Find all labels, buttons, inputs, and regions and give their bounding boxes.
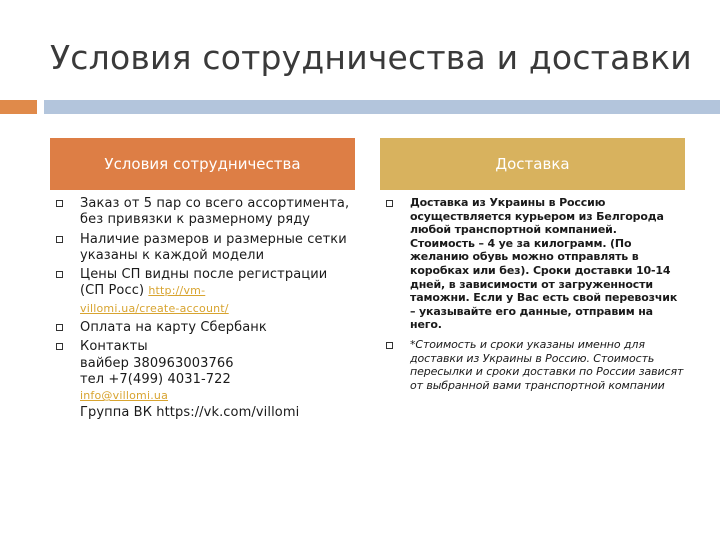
accent-block xyxy=(0,100,37,114)
cooperation-list xyxy=(54,196,354,421)
delivery-column xyxy=(384,196,684,398)
item-text: Цены СП видны после регистрации (СП Росс) xyxy=(80,267,328,299)
cooperation-header xyxy=(50,138,355,190)
list-item xyxy=(384,338,684,392)
viber-number: вайбер 380963003766 xyxy=(80,355,234,371)
square-bullet-icon xyxy=(56,324,63,331)
square-bullet-icon xyxy=(386,200,393,207)
item-text: Наличие размеров и размерные сетки указаны к каждой модели xyxy=(80,231,347,263)
delivery-note-text: *Стоимость и сроки указаны именно для доставки из Украины в Россию. Стоимость пересылки и сроки доставки по России зависят от выбранной вами транспортной компании xyxy=(410,337,684,392)
list-item xyxy=(384,196,684,332)
square-bullet-icon xyxy=(56,271,63,278)
vk-group: Группа ВК https://vk.com/villomi xyxy=(80,404,300,420)
contacts-item xyxy=(54,339,354,420)
item-text: Заказ от 5 пар со всего ассортимента, без привязки к размерному ряду xyxy=(80,196,350,228)
delivery-list xyxy=(384,196,684,392)
list-item xyxy=(54,196,354,229)
square-bullet-icon xyxy=(386,342,393,349)
list-item xyxy=(54,320,354,336)
slide-title: Условия сотрудничества и доставки xyxy=(50,38,692,77)
delivery-header xyxy=(380,138,685,190)
accent-bar xyxy=(44,100,720,114)
registration-link-continued[interactable]: villomi.ua/create-account/ xyxy=(80,301,229,315)
square-bullet-icon xyxy=(56,236,63,243)
delivery-terms-text: Доставка из Украины в Россию осуществляется курьером из Белгорода любой транспортной компанией. Стоимость – 4 уе за килограмм. (По желанию обувь можно отправлять в коробках или без). Сроки доставки 10-14 дней, в зависимости от загруженности таможни. Если у Вас есть свой перевозчик – указывайте его данные, отправим на него. xyxy=(410,196,678,332)
list-item xyxy=(54,267,354,317)
contacts-label: Контакты xyxy=(80,339,148,355)
item-text: Оплата на карту Сбербанк xyxy=(80,320,267,336)
square-bullet-icon xyxy=(56,343,63,350)
email-link[interactable]: info@villomi.ua xyxy=(80,389,169,403)
list-item xyxy=(54,232,354,265)
cooperation-column xyxy=(54,196,354,424)
registration-link[interactable]: http://vm- xyxy=(148,284,206,298)
cooperation-header-label: Условия сотрудничества xyxy=(104,155,301,173)
phone-number: тел +7(499) 4031-722 xyxy=(80,371,231,387)
square-bullet-icon xyxy=(56,200,63,207)
delivery-header-label: Доставка xyxy=(495,155,570,173)
